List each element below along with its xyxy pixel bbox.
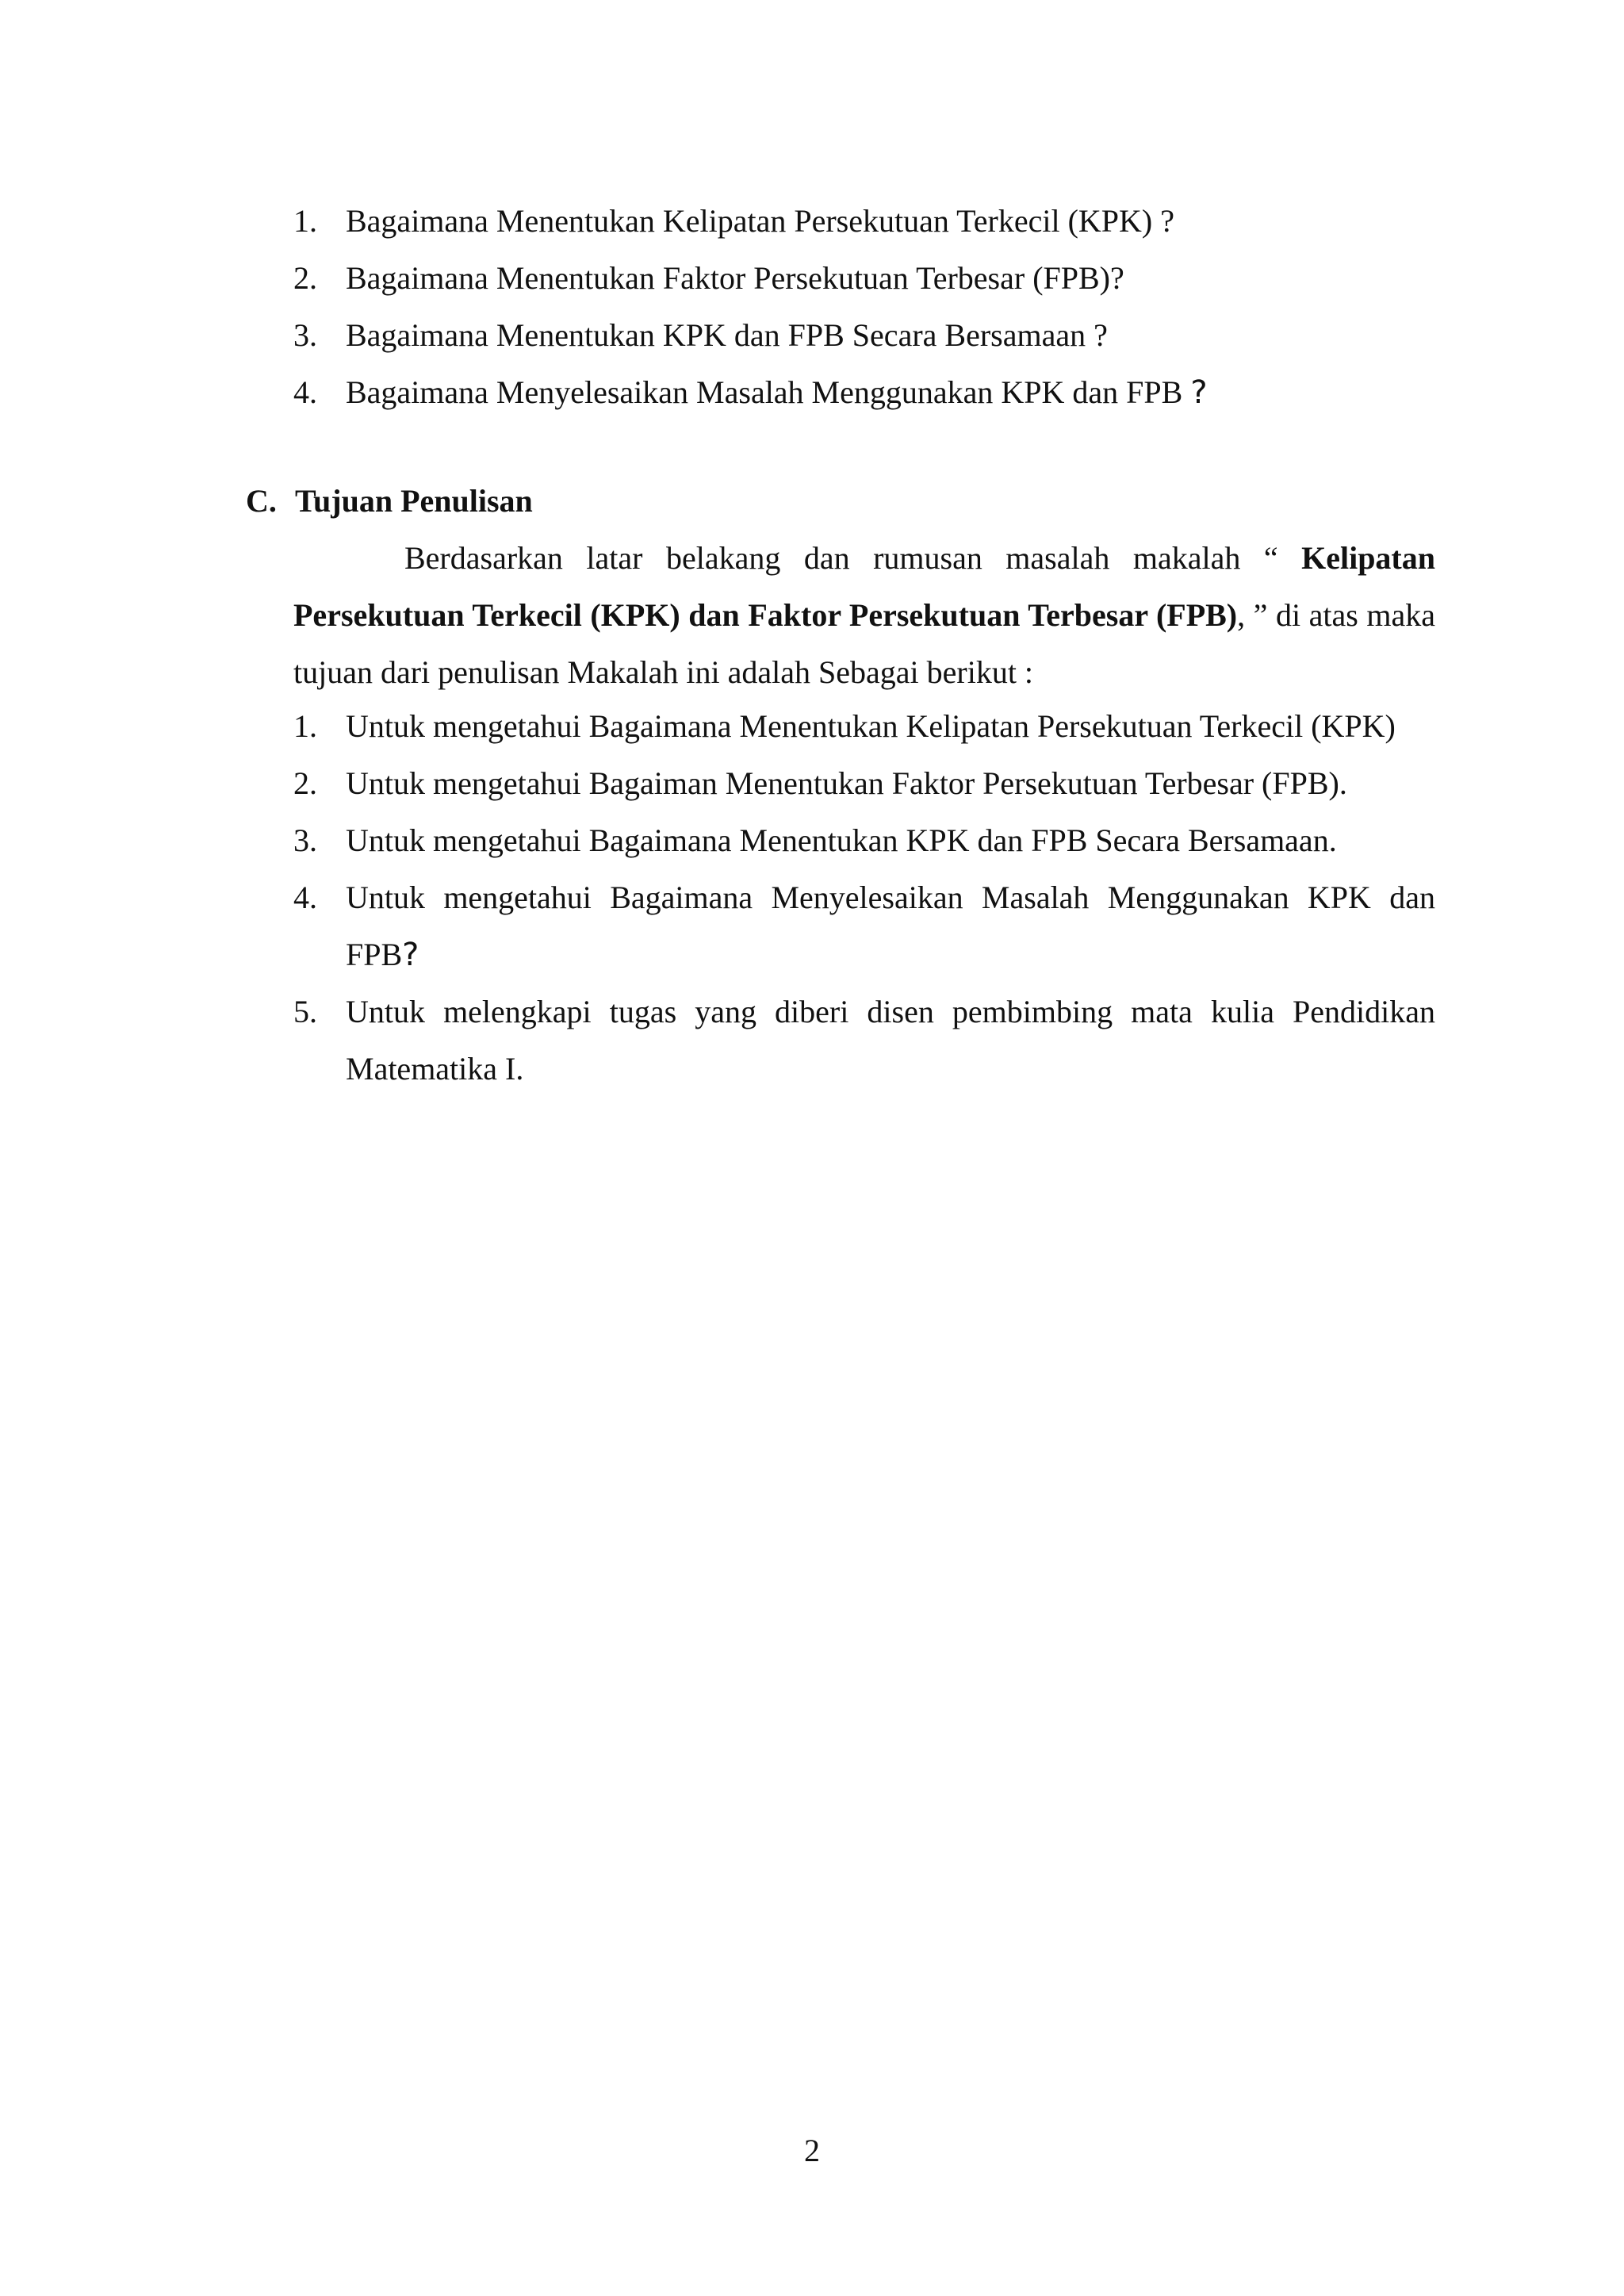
paragraph-text: Berdasarkan latar belakang dan rumusan masalah makalah “ — [404, 540, 1302, 576]
list-item-number: 1. — [293, 708, 317, 744]
list-item — [293, 307, 1435, 364]
list-item — [293, 869, 1435, 983]
list-item — [293, 755, 1435, 812]
list-item-number: 5. — [293, 994, 317, 1029]
section-letter: C. — [246, 483, 277, 519]
list-item-number: 3. — [293, 317, 317, 353]
list-item-text: Untuk melengkapi tugas yang diberi disen pembimbing mata kulia Pendidikan Matematika I. — [346, 994, 1435, 1087]
list-item-text: Bagaimana Menyelesaikan Masalah Menggunakan KPK dan FPB — [346, 374, 1191, 410]
paragraph-text: , ” di atas maka tujuan dari penulisan Makalah ini adalah Sebagai berikut : — [293, 597, 1435, 690]
list-item-number: 2. — [293, 260, 317, 296]
paragraph-bold-title: Kelipatan Persekutuan Terkecil (KPK) dan Faktor Persekutuan Terbesar (FPB) — [293, 540, 1435, 633]
page-number: 2 — [804, 2133, 820, 2168]
list-item — [293, 193, 1435, 250]
rumusan-masalah-list — [293, 193, 1435, 421]
list-item-text: Bagaimana Menentukan Kelipatan Persekutuan Terkecil (KPK) ? — [346, 203, 1174, 239]
list-item-number: 2. — [293, 765, 317, 801]
list-item — [293, 364, 1435, 421]
list-item-number: 3. — [293, 822, 317, 858]
list-item-text: Bagaimana Menentukan KPK dan FPB Secara Bersamaan ? — [346, 317, 1108, 353]
list-item — [293, 812, 1435, 869]
list-item-text: Untuk mengetahui Bagaimana Menyelesaikan Masalah Menggunakan KPK dan FPB — [346, 880, 1435, 972]
list-item-number: 4. — [293, 880, 317, 915]
list-item-text: Untuk mengetahui Bagaimana Menentukan Kelipatan Persekutuan Terkecil (KPK) — [346, 708, 1396, 744]
section-heading — [246, 473, 533, 530]
section-paragraph — [293, 530, 1435, 701]
list-item — [293, 698, 1435, 755]
list-item-text: Untuk mengetahui Bagaimana Menentukan KPK dan FPB Secara Bersamaan. — [346, 822, 1337, 858]
question-mark: ? — [402, 937, 419, 973]
list-item — [293, 250, 1435, 307]
list-item-number: 1. — [293, 203, 317, 239]
section-title: Tujuan Penulisan — [295, 483, 533, 519]
list-item-text: Untuk mengetahui Bagaiman Menentukan Faktor Persekutuan Terbesar (FPB). — [346, 765, 1347, 801]
list-item-number: 4. — [293, 374, 317, 410]
question-mark: ? — [1190, 374, 1208, 411]
list-item — [293, 983, 1435, 1098]
tujuan-list — [293, 698, 1435, 1098]
list-item-text: Bagaimana Menentukan Faktor Persekutuan Terbesar (FPB)? — [346, 260, 1124, 296]
